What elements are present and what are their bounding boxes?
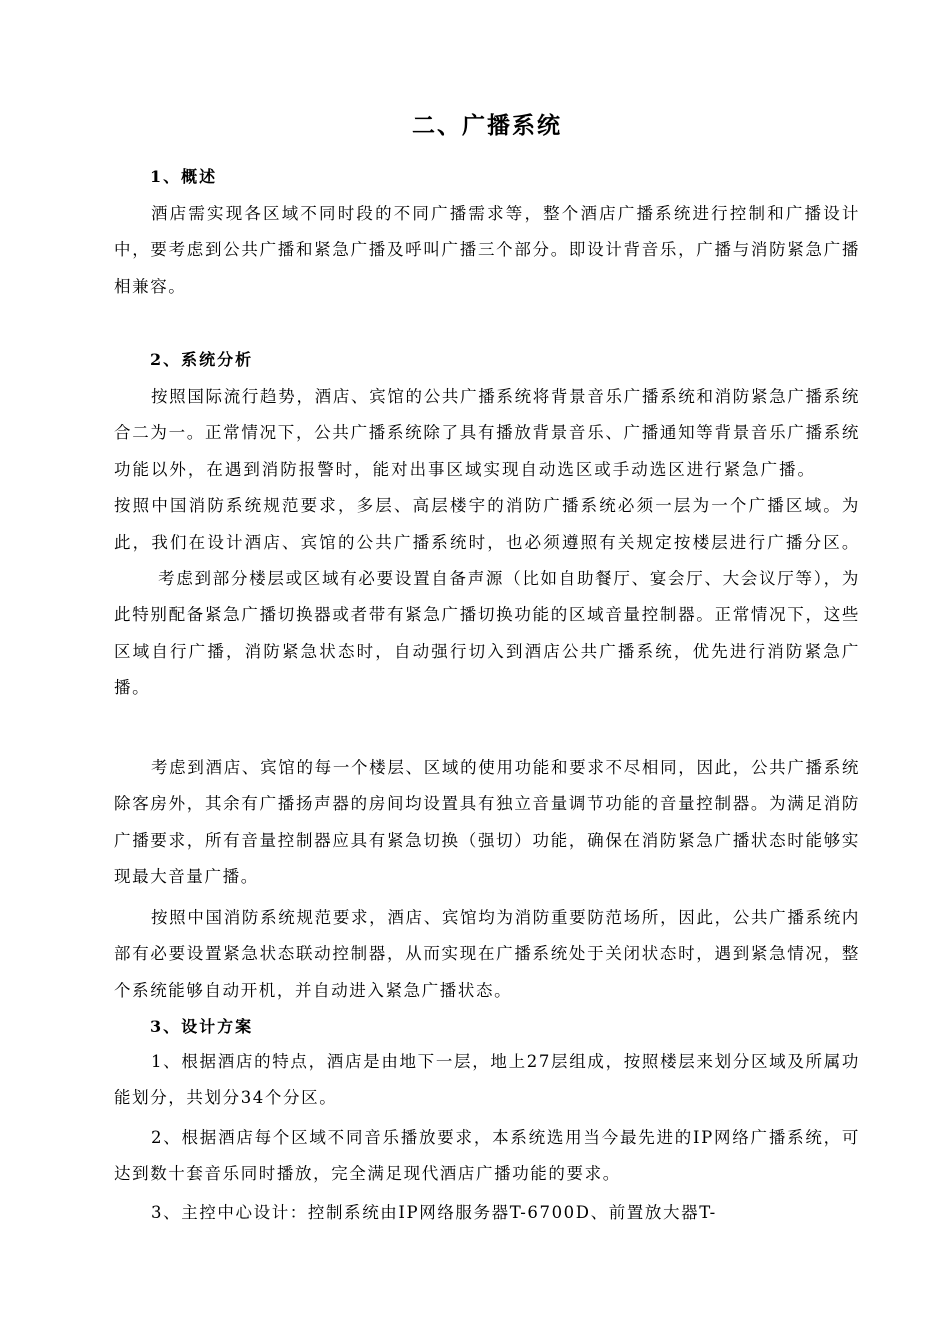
paragraph-analysis-1 (114, 379, 860, 707)
paragraph-design-1: 1、根据酒店的特点，酒店是由地下一层，地上27层组成，按照楼层来划分区域及所属功能划分，共划分34个分区。 (114, 1052, 860, 1108)
paragraph-design-3: 3、主控中心设计：控制系统由IP网络服务器T-6700D、前置放大器T- (151, 1203, 717, 1222)
analysis-text-floor-zoning: 按照中国消防系统规范要求，多层、高层楼宇的消防广播系统必须一层为一个广播区域。为此，我们在设计酒店、宾馆的公共广播系统时，也必须遵照有关规定按楼层进行广播分区。 (114, 496, 860, 552)
section-heading-overview: 1、概述 (150, 167, 218, 186)
paragraph-analysis-3: 按照中国消防系统规范要求，酒店、宾馆均为消防重要防范场所，因此，公共广播系统内部有必要设置紧急状态联动控制器，从而实现在广播系统处于关闭状态时，遇到紧急情况，整个系统能够自动开机，并自动进入紧急广播状态。 (114, 908, 860, 1000)
analysis-text-self-source: 考虑到部分楼层或区域有必要设置自备声源（比如自助餐厅、宴会厅、大会议厅等），为此特别配备紧急广播切换器或者带有紧急广播切换功能的区域音量控制器。正常情况下，这些区域自行广播，消防紧急状态时，自动强行切入到酒店公共广播系统，优先进行消防紧急广播。 (114, 569, 860, 698)
section-heading-design: 3、设计方案 (150, 1017, 254, 1036)
paragraph-analysis-2: 考虑到酒店、宾馆的每一个楼层、区域的使用功能和要求不尽相同，因此，公共广播系统除客房外，其余有广播扬声器的房间均设置具有独立音量调节功能的音量控制器。为满足消防广播要求，所有音量控制器应具有紧急切换（强切）功能，确保在消防紧急广播状态时能够实现最大音量广播。 (114, 758, 860, 887)
page-title: 二、广播系统 (412, 112, 562, 139)
analysis-text-trend: 按照国际流行趋势，酒店、宾馆的公共广播系统将背景音乐广播系统和消防紧急广播系统合二为一。正常情况下，公共广播系统除了具有播放背景音乐、广播通知等背景音乐广播系统功能以外，在遇到消防报警时，能对出事区域实现自动选区或手动选区进行紧急广播。 (114, 387, 860, 479)
paragraph-design-2: 2、根据酒店每个区域不同音乐播放要求，本系统选用当今最先进的IP网络广播系统，可达到数十套音乐同时播放，完全满足现代酒店广播功能的要求。 (114, 1128, 860, 1184)
section-heading-analysis: 2、系统分析 (150, 350, 254, 369)
paragraph-overview: 酒店需实现各区域不同时段的不同广播需求等，整个酒店广播系统进行控制和广播设计中，要考虑到公共广播和紧急广播及呼叫广播三个部分。即设计背音乐，广播与消防紧急广播相兼容。 (114, 204, 860, 296)
